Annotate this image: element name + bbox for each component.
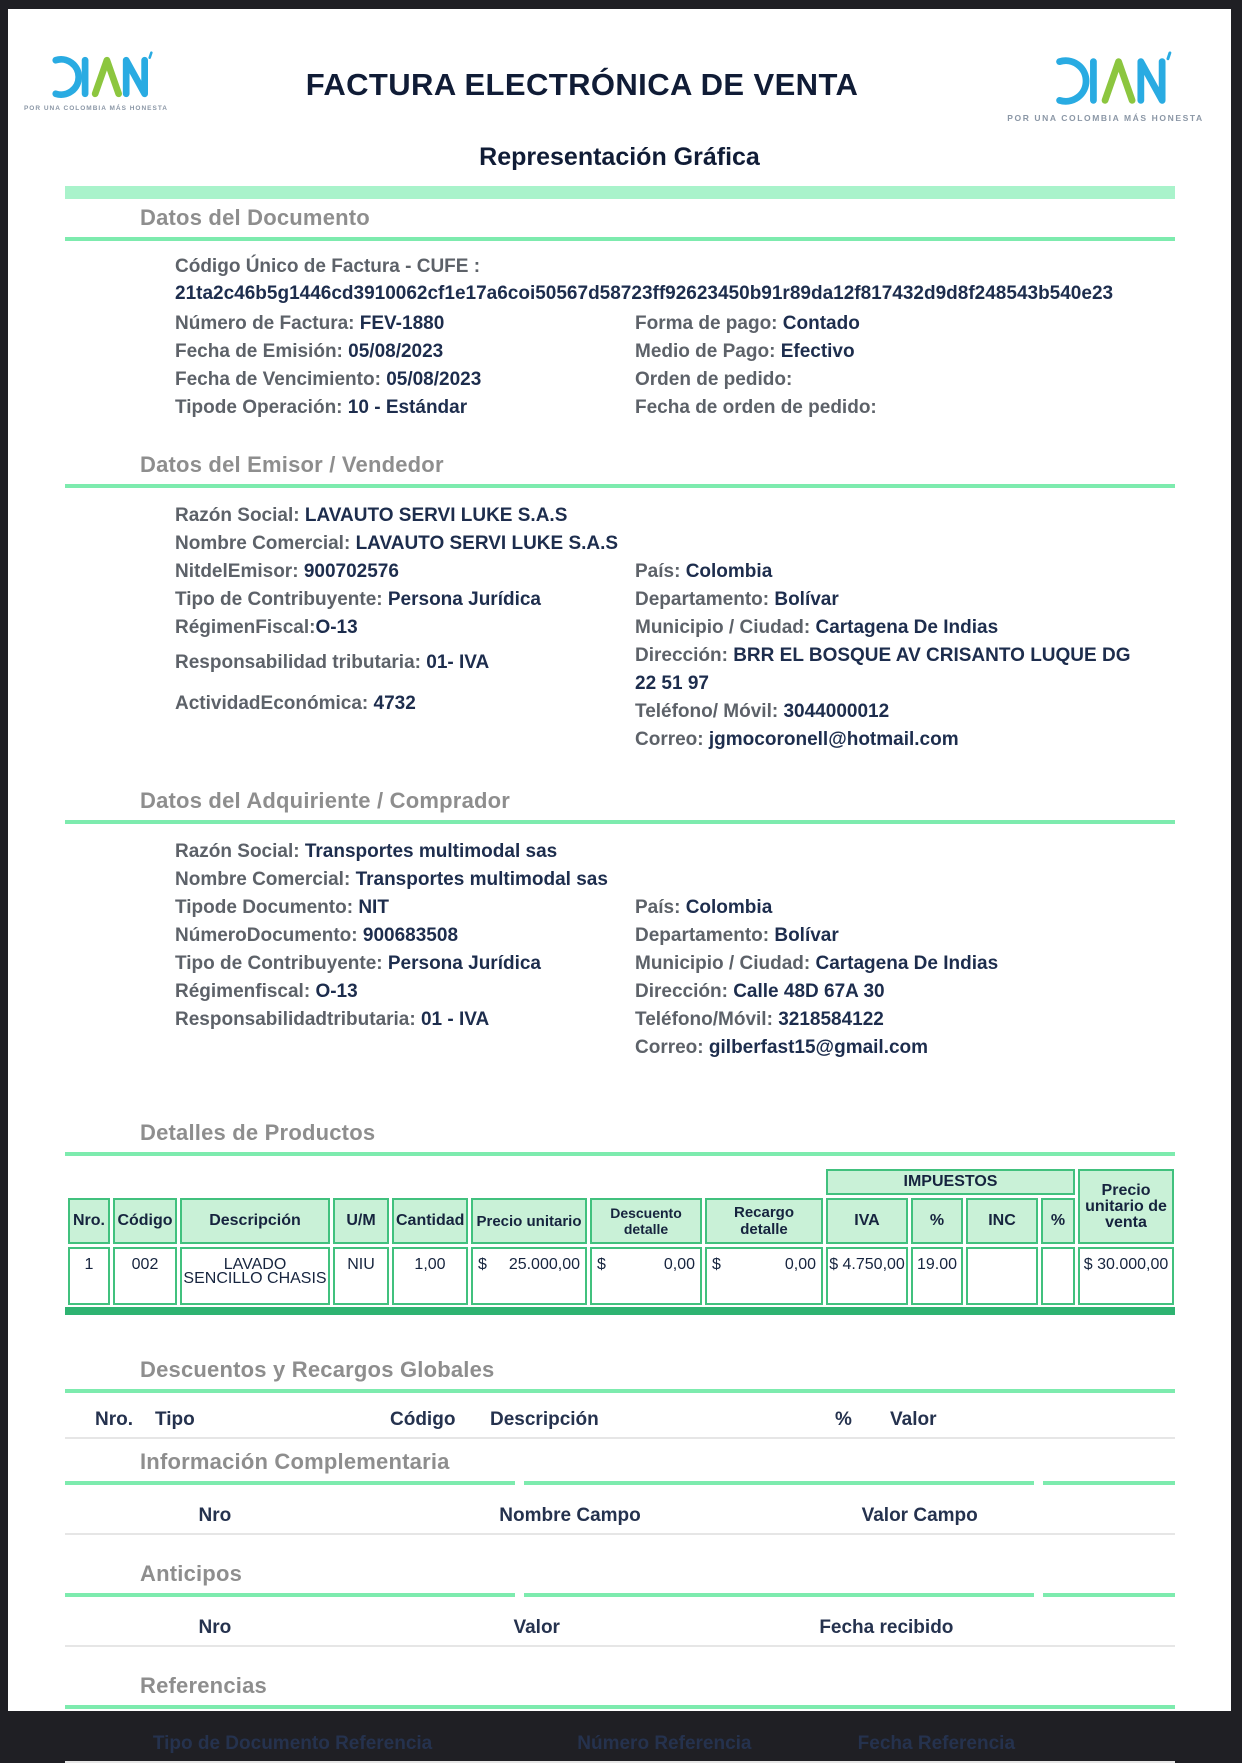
section-underline	[65, 1152, 1175, 1156]
section-descuentos	[65, 1357, 1175, 1439]
invoice-subtitle: Representación Gráfica	[479, 143, 760, 171]
field-value: Bolívar	[774, 925, 839, 946]
field-value: 900702576	[303, 561, 399, 582]
field-value: BRR EL BOSQUE AV CRISANTO LUQUE DG 22 51 97	[635, 645, 1131, 694]
field-fecha-orden-pedido	[635, 394, 1175, 422]
field-cufe	[175, 253, 1180, 307]
col-codigo: Código	[113, 1198, 177, 1244]
section-underline	[65, 484, 1175, 488]
section-heading-adquiriente: Datos del Adquiriente / Comprador	[140, 788, 511, 813]
currency-symbol: $	[597, 1256, 606, 1273]
field-value: Calle 48D 67A 30	[733, 981, 885, 1002]
section-documento	[65, 186, 1175, 422]
field-label: Forma de pago:	[635, 313, 778, 334]
field-value: Cartagena De Indias	[815, 617, 999, 638]
field-value: 01- IVA	[426, 652, 490, 673]
field-label: Teléfono/Móvil:	[635, 1009, 773, 1030]
cell-cantidad: 1,00	[392, 1247, 468, 1305]
field-value: O-13	[315, 617, 358, 638]
field-pais	[635, 558, 1175, 586]
field-responsabilidad-tributaria	[175, 649, 635, 677]
amount: 25.000,00	[508, 1256, 580, 1273]
field-value: O-13	[315, 981, 358, 1002]
field-nombre-comercial	[175, 866, 635, 894]
dian-logo-icon	[1006, 51, 1206, 111]
dian-logo-left	[16, 51, 176, 112]
field-label: Tipode Documento:	[175, 897, 354, 918]
cell-recargo	[705, 1247, 823, 1305]
col-iva-pct: %	[911, 1198, 963, 1244]
amount: 0,00	[784, 1256, 816, 1273]
field-label: País:	[635, 561, 681, 582]
cell-inc	[966, 1247, 1038, 1305]
field-label: País:	[635, 897, 681, 918]
divider	[65, 1437, 1175, 1439]
col-descuento: Descuento detalle	[590, 1198, 702, 1244]
cell-iva-pct: 19.00	[911, 1247, 963, 1305]
dian-tagline: POR UNA COLOMBIA MÁS HONESTA	[23, 105, 169, 112]
section-referencias	[65, 1673, 1175, 1763]
field-regimen-fiscal	[175, 978, 635, 1006]
cell-codigo: 002	[113, 1247, 177, 1305]
field-label: Orden de pedido:	[635, 369, 793, 390]
field-direccion	[635, 642, 1150, 698]
field-forma-pago	[635, 310, 1175, 338]
col-fecha-referencia: Fecha Referencia	[857, 1733, 1016, 1754]
section-underline	[65, 237, 1175, 241]
col-tipo: Tipo	[155, 1409, 195, 1430]
col-inc: INC	[966, 1198, 1038, 1244]
descuentos-header-row	[65, 1403, 1175, 1437]
cufe-label: Código Único de Factura - CUFE :	[175, 256, 481, 277]
col-tipo-doc-referencia: Tipo de Documento Referencia	[152, 1733, 433, 1754]
divider	[65, 1645, 1175, 1647]
field-value: 3218584122	[778, 1009, 884, 1030]
field-label: Municipio / Ciudad:	[635, 953, 811, 974]
col-pct: %	[835, 1409, 852, 1430]
field-value: 05/08/2023	[348, 341, 444, 362]
field-medio-pago	[635, 338, 1175, 366]
field-correo	[635, 726, 1175, 754]
field-label: Correo:	[635, 1037, 704, 1058]
field-label: NúmeroDocumento:	[175, 925, 358, 946]
field-fecha-vencimiento	[175, 366, 635, 394]
field-orden-pedido	[635, 366, 1175, 394]
field-municipio	[635, 950, 1175, 978]
section-top-bar	[65, 186, 1175, 199]
field-tipo-contribuyente	[175, 586, 635, 614]
field-label: Razón Social:	[175, 505, 300, 526]
field-label: Responsabilidadtributaria:	[175, 1009, 416, 1030]
cell-descuento	[590, 1247, 702, 1305]
col-valor: Valor	[890, 1409, 937, 1430]
col-valor-campo: Valor Campo	[861, 1505, 978, 1526]
field-nombre-comercial	[175, 530, 635, 558]
col-valor: Valor	[513, 1617, 560, 1638]
page-header	[8, 9, 1231, 123]
field-value: jgmocoronell@hotmail.com	[708, 729, 959, 750]
field-value: Persona Jurídica	[387, 953, 541, 974]
field-label: Tipode Operación:	[175, 397, 343, 418]
section-heading-info: Información Complementaria	[140, 1449, 450, 1474]
field-value: Persona Jurídica	[387, 589, 541, 610]
section-heading-referencias: Referencias	[140, 1673, 267, 1698]
currency-symbol: $	[478, 1256, 487, 1273]
section-underline	[65, 1389, 1175, 1393]
field-label: Teléfono/ Móvil:	[635, 701, 779, 722]
dian-tagline: POR UNA COLOMBIA MÁS HONESTA	[1007, 113, 1204, 123]
section-productos	[65, 1120, 1175, 1315]
field-regimen-fiscal	[175, 614, 635, 642]
section-underline	[65, 1705, 1175, 1709]
field-label: RégimenFiscal:	[175, 617, 316, 638]
col-numero-referencia: Número Referencia	[577, 1733, 752, 1754]
products-table	[65, 1166, 1177, 1308]
field-value: 900683508	[362, 925, 459, 946]
col-cantidad: Cantidad	[392, 1198, 468, 1244]
field-value: Contado	[782, 313, 860, 334]
field-razon-social	[175, 502, 635, 530]
referencias-header-row	[65, 1727, 1175, 1761]
field-label: Responsabilidad tributaria:	[175, 652, 421, 673]
field-label: Número de Factura:	[175, 313, 355, 334]
section-heading-emisor: Datos del Emisor / Vendedor	[140, 452, 444, 477]
field-telefono	[635, 698, 1175, 726]
field-nit-emisor	[175, 558, 635, 586]
field-label: Tipo de Contribuyente:	[175, 953, 383, 974]
cell-precio-venta: $ 30.000,00	[1078, 1247, 1174, 1305]
field-value: 3044000012	[783, 701, 890, 722]
cufe-value: 21ta2c46b5g1446cd3910062cf1e17a6coi50567d58723ff92623450b91r89da12f817432d9d8f248543b540e23	[175, 283, 1114, 304]
cell-um: NIU	[333, 1247, 389, 1305]
section-underline-segmented	[65, 1593, 1175, 1597]
field-label: Fecha de orden de pedido:	[635, 397, 877, 418]
field-label: Departamento:	[635, 589, 770, 610]
section-info-complementaria	[65, 1449, 1175, 1535]
field-tipo-operacion	[175, 394, 635, 422]
field-value: LAVAUTO SERVI LUKE S.A.S	[355, 533, 619, 554]
cell-descripcion: LAVADO SENCILLO CHASIS	[180, 1247, 330, 1305]
field-numero-documento	[175, 922, 635, 950]
divider	[65, 1533, 1175, 1535]
field-label: Medio de Pago:	[635, 341, 776, 362]
col-nro: Nro	[198, 1617, 232, 1638]
field-value: Bolívar	[774, 589, 839, 610]
col-nro: Nro	[198, 1505, 232, 1526]
cell-inc-pct	[1041, 1247, 1075, 1305]
section-heading-productos: Detalles de Productos	[140, 1120, 376, 1145]
info-header-row	[65, 1499, 1175, 1533]
col-nro: Nro.	[68, 1198, 110, 1244]
invoice-page	[8, 9, 1231, 1754]
dian-logo-icon	[36, 51, 156, 103]
invoice-title: FACTURA ELECTRÓNICA DE VENTA	[305, 67, 859, 102]
field-numero-factura	[175, 310, 635, 338]
field-value: Colombia	[685, 561, 773, 582]
field-tipo-contribuyente	[175, 950, 635, 978]
field-label: Municipio / Ciudad:	[635, 617, 811, 638]
dian-logo-right	[988, 51, 1223, 123]
field-value: 05/08/2023	[386, 369, 482, 390]
col-descripcion: Descripción	[490, 1409, 599, 1430]
section-heading-documento: Datos del Documento	[140, 205, 370, 230]
field-correo	[635, 1034, 1175, 1062]
field-label: Nombre Comercial:	[175, 869, 351, 890]
field-pais	[635, 894, 1175, 922]
field-value: Efectivo	[780, 341, 855, 362]
field-direccion	[635, 978, 1175, 1006]
field-label: Tipo de Contribuyente:	[175, 589, 383, 610]
cell-nro: 1	[68, 1247, 110, 1305]
section-heading-descuentos: Descuentos y Recargos Globales	[140, 1357, 495, 1382]
col-um: U/M	[333, 1198, 389, 1244]
field-municipio	[635, 614, 1175, 642]
section-adquiriente	[65, 788, 1175, 1062]
table-bottom-bar	[65, 1307, 1175, 1315]
impuestos-group-header: IMPUESTOS	[826, 1169, 1075, 1195]
cell-iva: $ 4.750,00	[826, 1247, 908, 1305]
col-fecha-recibido: Fecha recibido	[819, 1617, 954, 1638]
col-descripcion: Descripción	[180, 1198, 330, 1244]
section-emisor	[65, 452, 1175, 754]
field-value: 10 - Estándar	[347, 397, 468, 418]
field-departamento	[635, 922, 1175, 950]
cell-precio-unitario	[471, 1247, 587, 1305]
field-value: LAVAUTO SERVI LUKE S.A.S	[304, 505, 568, 526]
field-value: Transportes multimodal sas	[304, 841, 558, 862]
field-label: Régimenfiscal:	[175, 981, 311, 1002]
field-label: Dirección:	[635, 981, 728, 1002]
field-fecha-emision	[175, 338, 635, 366]
section-heading-anticipos: Anticipos	[140, 1561, 243, 1586]
field-label: Razón Social:	[175, 841, 300, 862]
field-departamento	[635, 586, 1175, 614]
field-value: Cartagena De Indias	[815, 953, 999, 974]
col-precio-venta: Precio unitario de venta	[1078, 1169, 1174, 1244]
amount: 0,00	[663, 1256, 695, 1273]
field-value: gilberfast15@gmail.com	[708, 1037, 929, 1058]
anticipos-header-row	[65, 1611, 1175, 1645]
field-value: NIT	[358, 897, 389, 918]
currency-symbol: $	[712, 1256, 721, 1273]
field-label: Nombre Comercial:	[175, 533, 351, 554]
field-responsabilidad-tributaria	[175, 1006, 635, 1034]
field-telefono	[635, 1006, 1175, 1034]
field-value: 4732	[373, 693, 416, 714]
product-row	[68, 1247, 1174, 1305]
section-underline	[65, 820, 1175, 824]
field-label: Fecha de Emisión:	[175, 341, 343, 362]
products-header-row	[68, 1198, 1174, 1244]
col-recargo: Recargo detalle	[705, 1198, 823, 1244]
field-label: NitdelEmisor:	[175, 561, 299, 582]
field-label: Correo:	[635, 729, 704, 750]
section-anticipos	[65, 1561, 1175, 1647]
field-label: Dirección:	[635, 645, 728, 666]
field-label: ActividadEconómica:	[175, 693, 369, 714]
field-tipo-documento	[175, 894, 635, 922]
col-codigo: Código	[390, 1409, 456, 1430]
field-value: Colombia	[685, 897, 773, 918]
field-label: Fecha de Vencimiento:	[175, 369, 381, 390]
col-iva: IVA	[826, 1198, 908, 1244]
col-precio-unitario: Precio unitario	[471, 1198, 587, 1244]
field-actividad-economica	[175, 690, 635, 718]
field-value: FEV-1880	[359, 313, 445, 334]
col-nro: Nro.	[95, 1409, 133, 1430]
field-value: Transportes multimodal sas	[355, 869, 608, 890]
field-razon-social	[175, 838, 635, 866]
field-value: 01 - IVA	[420, 1009, 490, 1030]
field-label: Departamento:	[635, 925, 770, 946]
col-nombre-campo: Nombre Campo	[499, 1505, 641, 1526]
section-underline-segmented	[65, 1481, 1175, 1485]
col-inc-pct: %	[1041, 1198, 1075, 1244]
